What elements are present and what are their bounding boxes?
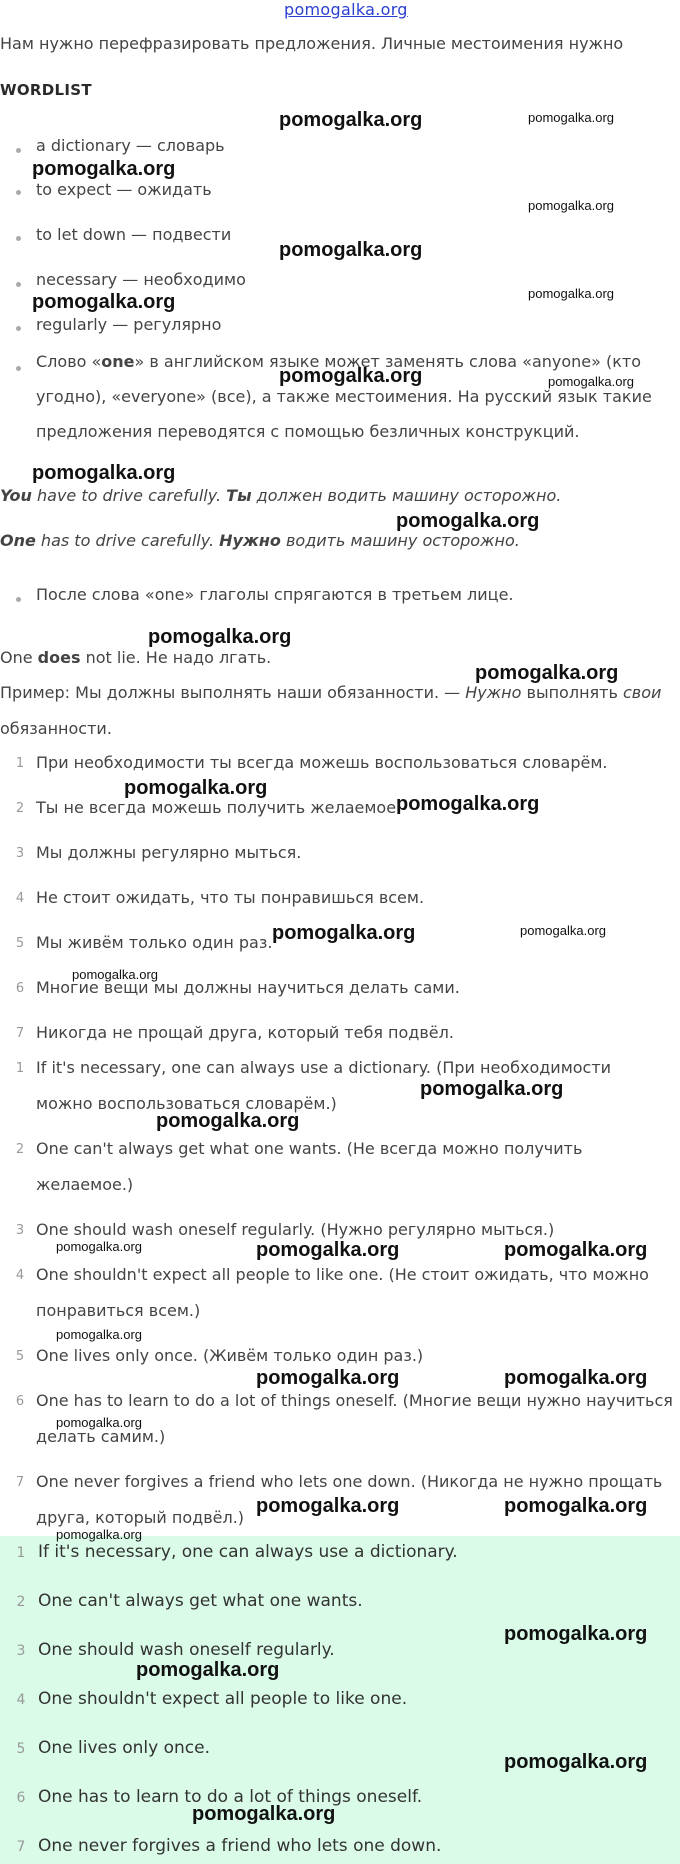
list-number: 7 xyxy=(15,1026,25,1041)
bullet-dot xyxy=(16,190,21,195)
list-item: При необходимости ты всегда можешь воспользоваться словарём. xyxy=(36,753,608,772)
bullet-dot xyxy=(16,148,21,153)
final-answer: One shouldn't expect all people to like one. xyxy=(38,1689,408,1709)
watermark: pomogalka.org xyxy=(32,291,176,313)
watermark: pomogalka.org xyxy=(192,1803,336,1825)
watermark: pomogalka.org xyxy=(56,1415,142,1430)
watermark: pomogalka.org xyxy=(504,1495,648,1517)
watermark: pomogalka.org xyxy=(56,1527,142,1542)
answer-line: One should wash oneself regularly. (Нужно регулярно мыться.) xyxy=(36,1220,555,1239)
list-number: 7 xyxy=(15,1475,25,1490)
watermark: pomogalka.org xyxy=(256,1367,400,1389)
final-answer: One never forgives a friend who lets one down. xyxy=(38,1836,442,1856)
list-number: 2 xyxy=(15,1142,25,1157)
list-number: 4 xyxy=(15,1268,25,1283)
watermark: pomogalka.org xyxy=(528,286,614,301)
example-does: One does not lie. Не надо лгать. xyxy=(0,648,272,667)
example-you: You have to drive carefully. Ты должен водить машину осторожно. xyxy=(0,486,562,505)
list-number: 5 xyxy=(16,1741,26,1757)
answer-line: One lives only once. (Живём только один раз.) xyxy=(36,1346,424,1365)
example-duties-cont: обязанности. xyxy=(0,719,112,738)
answer-line: желаемое.) xyxy=(36,1175,134,1194)
list-number: 4 xyxy=(16,1692,26,1708)
list-number: 1 xyxy=(15,756,25,771)
wordlist-item: regularly — регулярно xyxy=(36,315,222,334)
list-number: 2 xyxy=(15,801,25,816)
answer-line: One has to learn to do a lot of things oneself. (Многие вещи нужно научиться xyxy=(36,1391,673,1410)
final-answer: If it's necessary, one can always use a dictionary. xyxy=(38,1542,458,1562)
intro-text: Нам нужно перефразировать предложения. Личные местоимения нужно xyxy=(0,34,624,53)
site-link[interactable]: pomogalka.org xyxy=(284,0,408,19)
watermark: pomogalka.org xyxy=(420,1078,564,1100)
rule-conjugation: После слова «one» глаголы спрягаются в третьем лице. xyxy=(36,585,514,604)
answer-line: One never forgives a friend who lets one down. (Никогда не нужно прощать xyxy=(36,1472,663,1491)
final-answer: One should wash oneself regularly. xyxy=(38,1640,335,1660)
watermark: pomogalka.org xyxy=(528,110,614,125)
final-answer: One can't always get what one wants. xyxy=(38,1591,363,1611)
bullet-dot xyxy=(16,326,21,331)
watermark: pomogalka.org xyxy=(396,510,540,532)
answer-line: можно воспользоваться словарём.) xyxy=(36,1094,337,1113)
list-number: 1 xyxy=(16,1545,26,1561)
watermark: pomogalka.org xyxy=(156,1110,300,1132)
list-item: Мы живём только один раз. xyxy=(36,933,273,952)
watermark: pomogalka.org xyxy=(136,1659,280,1681)
answer-line: делать самим.) xyxy=(36,1427,166,1446)
watermark: pomogalka.org xyxy=(56,1327,142,1342)
watermark: pomogalka.org xyxy=(504,1239,648,1261)
watermark: pomogalka.org xyxy=(520,923,606,938)
list-number: 6 xyxy=(16,1790,26,1806)
watermark: pomogalka.org xyxy=(56,1239,142,1254)
list-number: 5 xyxy=(15,936,25,951)
wordlist-item: to let down — подвести xyxy=(36,225,232,244)
list-number: 5 xyxy=(15,1349,25,1364)
watermark: pomogalka.org xyxy=(256,1239,400,1261)
list-number: 3 xyxy=(15,1223,25,1238)
list-number: 2 xyxy=(16,1594,26,1610)
watermark: pomogalka.org xyxy=(504,1751,648,1773)
list-number: 3 xyxy=(15,846,25,861)
bullet-dot xyxy=(16,366,21,371)
watermark: pomogalka.org xyxy=(396,793,540,815)
bullet-dot xyxy=(16,236,21,241)
final-answer: One has to learn to do a lot of things oneself. xyxy=(38,1787,423,1807)
watermark: pomogalka.org xyxy=(124,777,268,799)
watermark: pomogalka.org xyxy=(279,239,423,261)
watermark: pomogalka.org xyxy=(528,198,614,213)
list-number: 1 xyxy=(15,1061,25,1076)
wordlist-item: a dictionary — словарь xyxy=(36,136,225,155)
list-number: 6 xyxy=(15,981,25,996)
watermark: pomogalka.org xyxy=(32,462,176,484)
wordlist-item: necessary — необходимо xyxy=(36,270,246,289)
rule-line-3: предложения переводятся с помощью безличных конструкций. xyxy=(36,422,580,441)
list-item: Не стоит ожидать, что ты понравишься всем. xyxy=(36,888,425,907)
wordlist-item: to expect — ожидать xyxy=(36,180,212,199)
watermark: pomogalka.org xyxy=(475,662,619,684)
answer-line: понравиться всем.) xyxy=(36,1301,201,1320)
list-number: 3 xyxy=(16,1643,26,1659)
rule-line-2: угодно), «everyone» (все), а также местоимения. На русский язык такие xyxy=(36,387,652,406)
final-answer: One lives only once. xyxy=(38,1738,210,1758)
watermark: pomogalka.org xyxy=(504,1623,648,1645)
list-item: Ты не всегда можешь получить желаемое. xyxy=(36,798,402,817)
list-number: 6 xyxy=(15,1394,25,1409)
wordlist-heading: WORDLIST xyxy=(0,81,92,99)
list-item: Мы должны регулярно мыться. xyxy=(36,843,302,862)
example-one: One has to drive carefully. Нужно водить машину осторожно. xyxy=(0,531,520,550)
rule-line-1: Слово «one» в английском языке может заменять слова «anyone» (кто xyxy=(36,352,642,371)
watermark: pomogalka.org xyxy=(279,365,423,387)
answer-line: друга, который подвёл.) xyxy=(36,1508,245,1527)
bullet-dot xyxy=(16,282,21,287)
answer-line: If it's necessary, one can always use a dictionary. (При необходимости xyxy=(36,1058,612,1077)
list-number: 4 xyxy=(15,891,25,906)
answer-line: One shouldn't expect all people to like one. (Не стоит ожидать, что можно xyxy=(36,1265,649,1284)
example-duties: Пример: Мы должны выполнять наши обязанности. — Нужно выполнять свои xyxy=(0,683,662,702)
bullet-dot xyxy=(16,597,21,602)
watermark: pomogalka.org xyxy=(548,374,634,389)
watermark: pomogalka.org xyxy=(148,626,292,648)
list-number: 7 xyxy=(16,1839,26,1855)
watermark: pomogalka.org xyxy=(32,158,176,180)
list-item: Никогда не прощай друга, который тебя подвёл. xyxy=(36,1023,454,1042)
list-item: Многие вещи мы должны научиться делать сами. xyxy=(36,978,460,997)
watermark: pomogalka.org xyxy=(256,1495,400,1517)
watermark: pomogalka.org xyxy=(72,967,158,982)
watermark: pomogalka.org xyxy=(272,922,416,944)
watermark: pomogalka.org xyxy=(504,1367,648,1389)
answer-line: One can't always get what one wants. (Не всегда можно получить xyxy=(36,1139,583,1158)
watermark: pomogalka.org xyxy=(279,109,423,131)
